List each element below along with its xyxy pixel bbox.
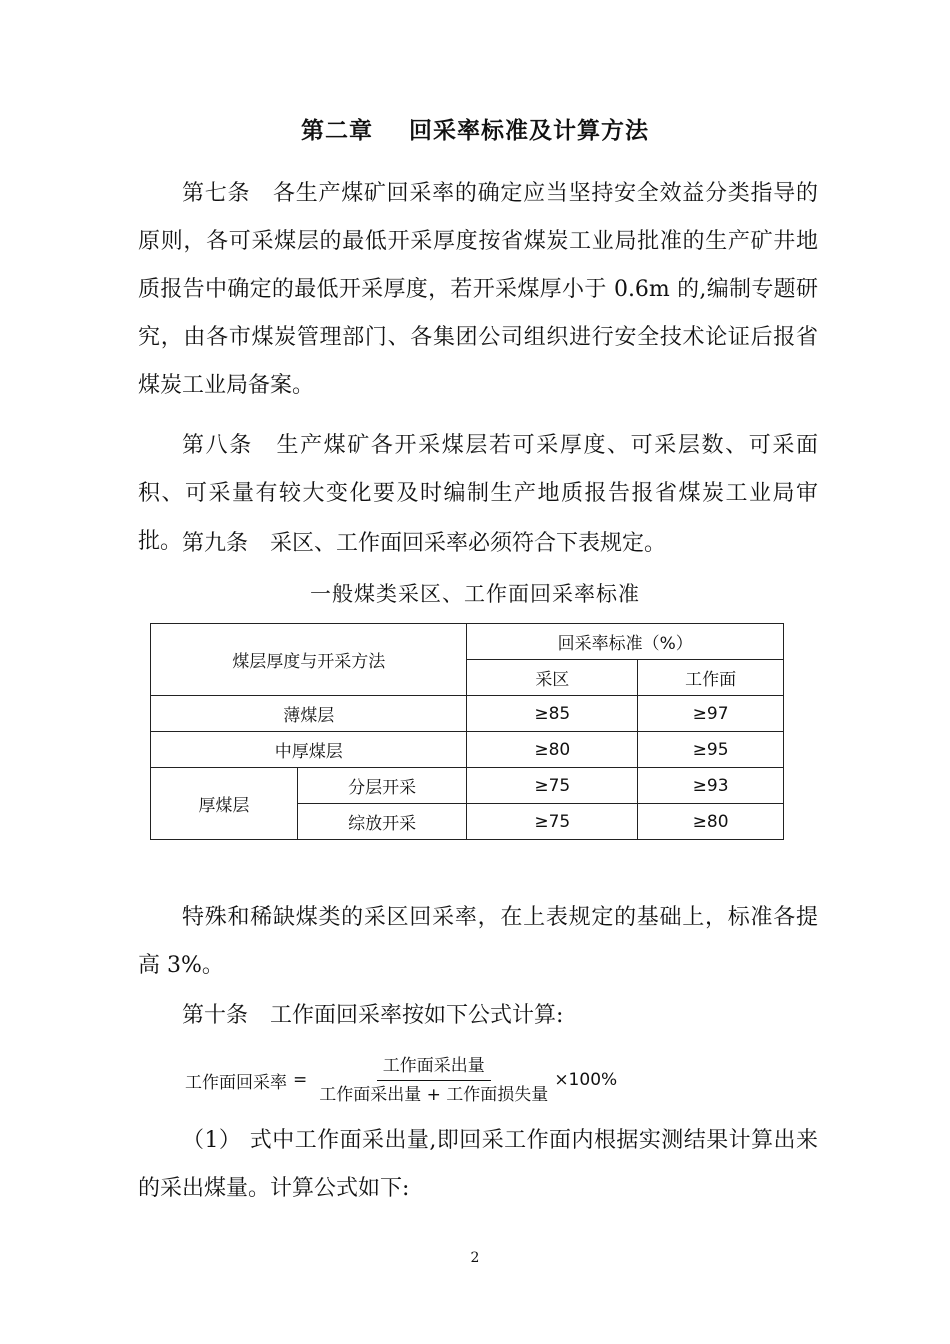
cell-face: ≥93 bbox=[638, 768, 784, 804]
cell-area: ≥75 bbox=[467, 804, 638, 840]
chapter-title bbox=[0, 112, 950, 145]
item-1 bbox=[138, 1117, 818, 1213]
article-10 bbox=[138, 992, 818, 1040]
row-label: 薄煤层 bbox=[151, 696, 467, 732]
article-9 bbox=[138, 520, 818, 568]
cell-face: ≥80 bbox=[638, 804, 784, 840]
article-8-text: 生产煤矿各开采煤层若可采厚度、可采层数、可采面积、可采量有较大变化要及时编制生产地质报告报省煤炭工业局审批。 bbox=[138, 433, 818, 554]
cell-area: ≥85 bbox=[467, 696, 638, 732]
article-7 bbox=[138, 170, 818, 410]
formula-equals: = bbox=[293, 1070, 308, 1090]
article-9-label: 第九条 bbox=[182, 531, 249, 556]
table-row bbox=[151, 732, 784, 768]
formula-multiplier: ×100% bbox=[554, 1070, 618, 1090]
chapter-name: 回采率标准及计算方法 bbox=[409, 118, 649, 144]
header-working-face: 工作面 bbox=[638, 660, 784, 696]
article-8-label: 第八条 bbox=[182, 433, 253, 458]
article-10-text: 工作面回采率按如下公式计算: bbox=[270, 1003, 564, 1028]
formula-fraction bbox=[317, 1054, 550, 1107]
cell-area: ≥75 bbox=[467, 768, 638, 804]
header-mining-area: 采区 bbox=[467, 660, 638, 696]
special-coal-note bbox=[138, 894, 818, 990]
formula-denominator: 工作面采出量 + 工作面损失量 bbox=[319, 1084, 549, 1105]
header-standard: 回采率标准（%） bbox=[467, 624, 784, 660]
row-label: 分层开采 bbox=[297, 768, 467, 804]
row-label: 综放开采 bbox=[297, 804, 467, 840]
header-method: 煤层厚度与开采方法 bbox=[151, 624, 467, 696]
page-number: 2 bbox=[470, 1250, 480, 1266]
item-1-text: 式中工作面采出量,即回采工作面内根据实测结果计算出来的采出煤量。计算公式如下: bbox=[138, 1128, 818, 1201]
item-1-label: （1） bbox=[182, 1128, 242, 1153]
article-10-label: 第十条 bbox=[182, 1003, 249, 1028]
formula-lhs: 工作面回采率 bbox=[185, 1072, 287, 1093]
cell-area: ≥80 bbox=[467, 732, 638, 768]
recovery-rate-table bbox=[150, 623, 784, 840]
formula-numerator: 工作面采出量 bbox=[377, 1054, 491, 1081]
chapter-number: 第二章 bbox=[301, 118, 373, 144]
article-7-text: 各生产煤矿回采率的确定应当坚持安全效益分类指导的原则，各可采煤层的最低开采厚度按省煤炭工业局批准的生产矿井地质报告中确定的最低开采厚度，若开采煤厚小于 0.6m 的,编制专题研究，由各市煤炭管理部门、各集团公司组织进行安全技术论证后报省煤炭工业局备案。 bbox=[138, 181, 818, 398]
table-header-row bbox=[151, 624, 784, 660]
note-text: 特殊和稀缺煤类的采区回采率，在上表规定的基础上，标准各提高 3%。 bbox=[138, 905, 818, 978]
table-title: 一般煤类采区、工作面回采率标准 bbox=[310, 582, 640, 606]
cell-face: ≥95 bbox=[638, 732, 784, 768]
article-9-text: 采区、工作面回采率必须符合下表规定。 bbox=[270, 531, 667, 556]
article-7-label: 第七条 bbox=[182, 181, 251, 206]
cell-face: ≥97 bbox=[638, 696, 784, 732]
recovery-rate-formula bbox=[185, 1050, 617, 1110]
row-group-label: 厚煤层 bbox=[151, 768, 298, 840]
row-label: 中厚煤层 bbox=[151, 732, 467, 768]
table-row bbox=[151, 696, 784, 732]
table-row bbox=[151, 768, 784, 804]
